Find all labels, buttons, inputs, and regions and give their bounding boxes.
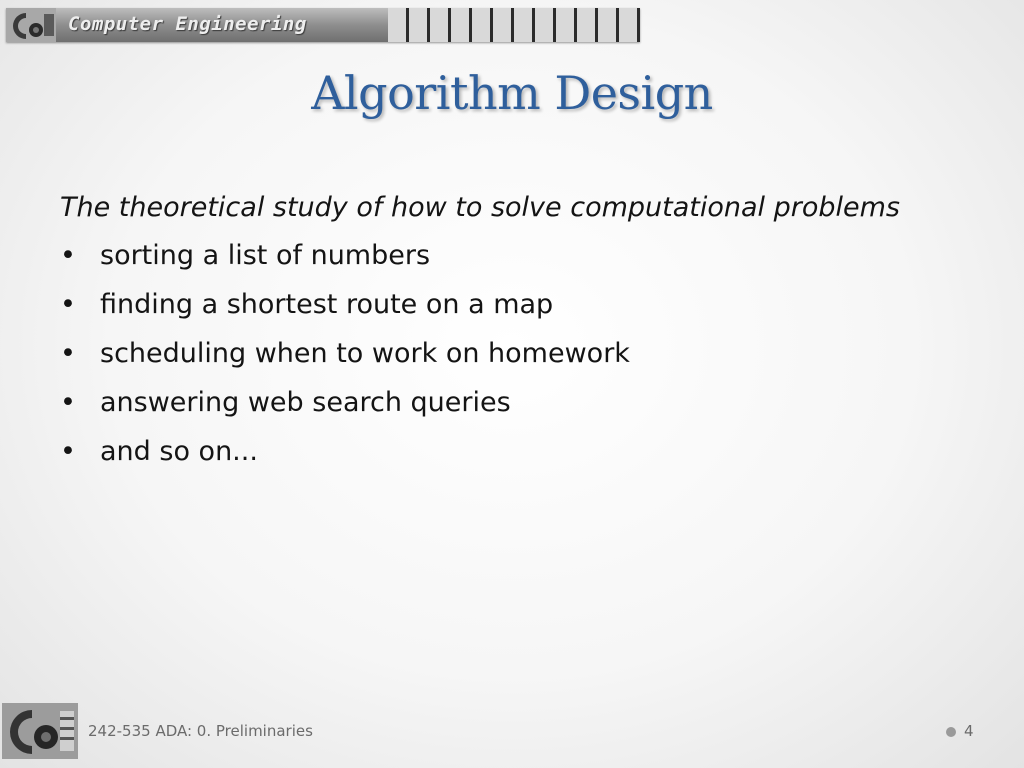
bullet-icon: • [60,387,76,418]
footer-text: 242-535 ADA: 0. Preliminaries [88,722,313,740]
bullet-icon: • [60,289,76,320]
bullet-icon: • [60,240,76,271]
bullet-list [60,236,960,472]
bullet-text: and so on... [100,436,258,467]
footer-logo-icon [2,703,78,759]
bullet-text: finding a shortest route on a map [100,289,554,320]
bullet-icon: • [60,338,76,369]
slide-content [60,188,960,481]
bullet-item [60,236,960,276]
banner-title: Computer Engineering [68,13,307,35]
bullet-item [60,383,960,423]
bullet-item [60,285,960,325]
slide-title: Algorithm Design [311,66,713,120]
bullet-text: sorting a list of numbers [100,240,431,271]
bullet-item [60,432,960,472]
footer-dot-icon [946,727,956,737]
page-number: 4 [964,722,974,740]
header-banner [6,8,640,42]
banner-bars [388,8,640,42]
gear-logo-icon [6,8,56,42]
bullet-text: answering web search queries [100,387,511,418]
intro-text: The theoretical study of how to solve computational problems [60,192,900,223]
bullet-text: scheduling when to work on homework [100,338,630,369]
bullet-item [60,334,960,374]
bullet-icon: • [60,436,76,467]
